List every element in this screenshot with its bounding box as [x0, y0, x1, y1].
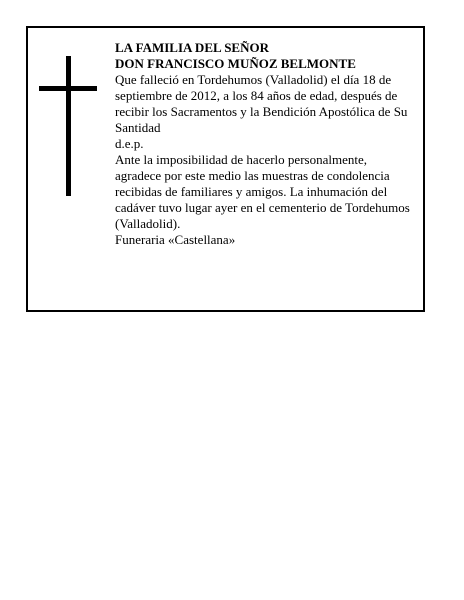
- cross-horizontal-bar: [39, 86, 97, 91]
- death-details: Que falleció en Tordehumos (Valladolid) el día 18 de septiembre de 2012, a los 84 años de edad, después de recibir los Sacramentos y la Bendición Apostólica de Su Santidad: [115, 72, 408, 135]
- notice-text: [115, 40, 415, 248]
- gratitude-text: Ante la imposibilidad de hacerlo personalmente, agradece por este medio las muestras de condolencia recibidas de familiares y amigos. La inhumación del cadáver tuvo lugar ayer en el cementerio de Tordehumos (Valladolid).: [115, 152, 410, 231]
- cross-vertical-bar: [66, 56, 71, 196]
- funeral-home: Funeraria «Castellana»: [115, 232, 236, 247]
- heading-deceased-name: DON FRANCISCO MUÑOZ BELMONTE: [115, 56, 356, 71]
- obituary-notice: [26, 26, 425, 312]
- heading-family: LA FAMILIA DEL SEÑOR: [115, 40, 269, 55]
- rip-text: d.e.p.: [115, 136, 144, 151]
